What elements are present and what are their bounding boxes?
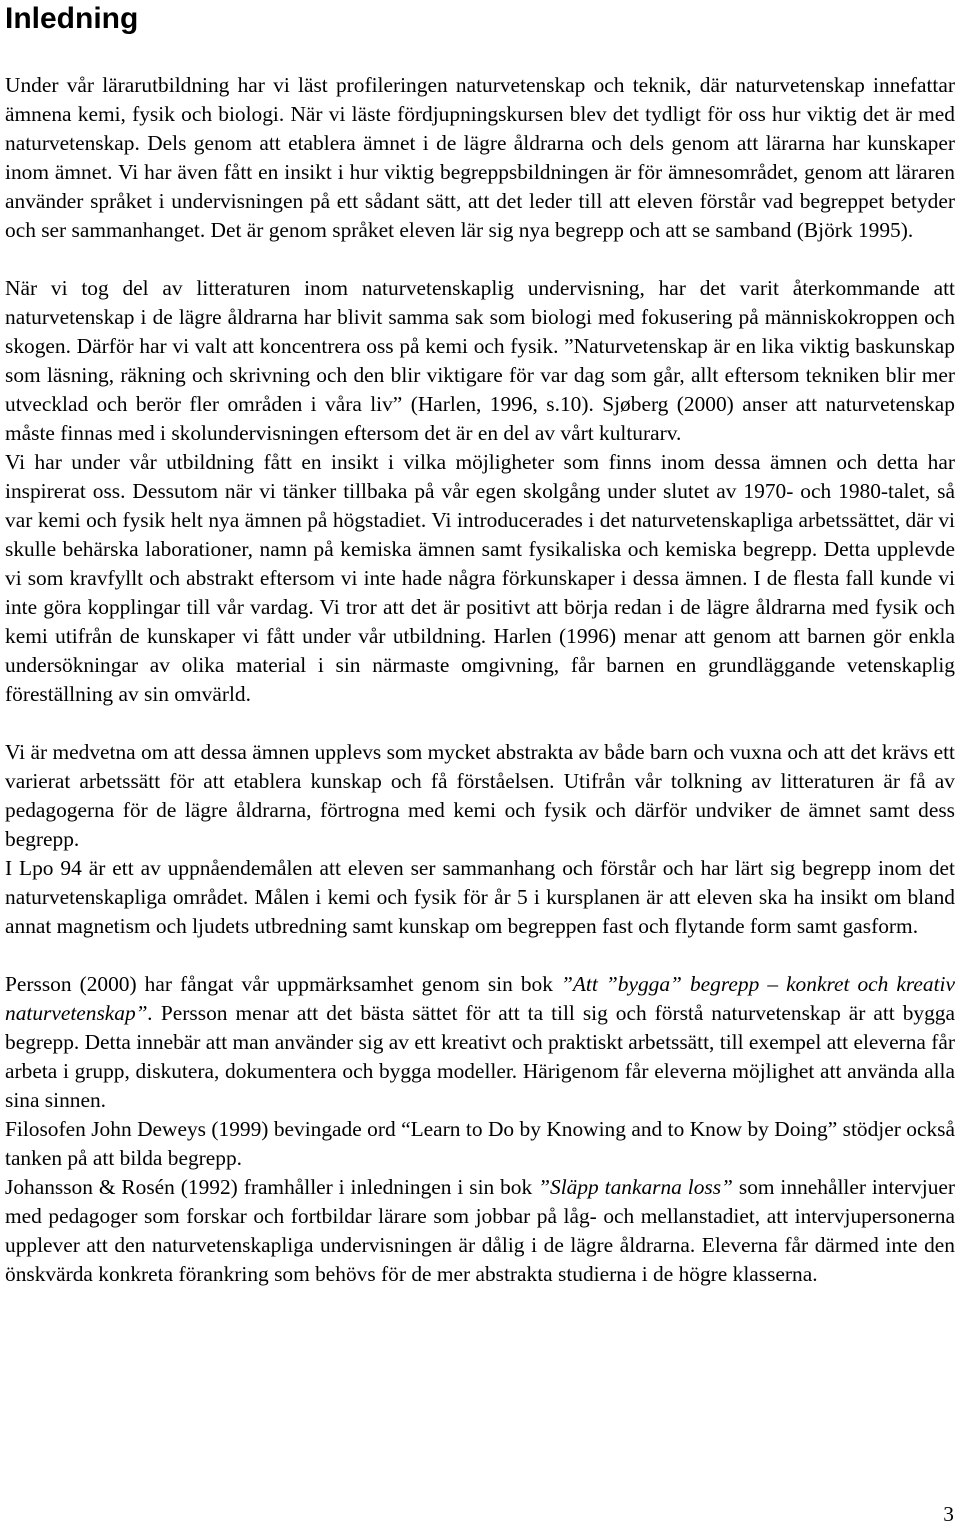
book-title-slapp-tankarna-loss: ”Släpp tankarna loss” [538,1175,733,1199]
book-title-att-bygga-begrepp: ”Att ”bygga” begrepp – konkret och kreativ naturvetenskap”. [5,972,955,1025]
paragraph-6-text-end: Persson menar att det bästa sättet för att ta till sig och förstå naturvetenskap är att bygga begrepp. Detta innebär att man använder sig av ett kreativt och praktiskt arbetssätt, till exempel att eleverna får arbeta i grupp, diskutera, dokumentera och bygga modeller. Härigenom får eleverna möjlighet att använda alla sina sinnen. [5,1001,955,1112]
paragraph-7: Filosofen John Deweys (1999) bevingade ord “Learn to Do by Knowing and to Know by Doing” stödjer också tanken på att bilda begrepp. [5,1117,955,1170]
page-number: 3 [943,1502,954,1526]
paragraph-8-text-start: Johansson & Rosén (1992) framhåller i inledningen i sin bok [5,1175,539,1199]
paragraph-3: Vi har under vår utbildning fått en insikt i vilka möjligheter som finns inom dessa ämnen och detta har inspirerat oss. Dessutom när vi tänker tillbaka på vår egen skolgång under slutet av 1970- och 1980-talet, så var kemi och fysik helt nya ämnen på högstadiet. Vi introducerades i det naturvetenskapliga arbetssättet, där vi skulle behärska laborationer, namn på kemiska ämnen samt fysikaliska och kemiska begrepp. Detta upplevde vi som kravfyllt och abstrakt eftersom vi inte hade några förkunskaper i dessa ämnen. I de flesta fall kunde vi inte göra kopplingar till vår vardag. Vi tror att det är positivt att börja redan i de lägre åldrarna med fysik och kemi utifrån de kunskaper vi fått under vår utbildning. Harlen (1996) menar att genom att barnen gör enkla undersökningar av olika material i sin närmaste omgivning, får barnen en grundläggande vetenskaplig föreställning av sin omvärld. [5,450,955,706]
document-page [5,0,955,1289]
paragraph-1: Under vår lärarutbildning har vi läst profileringen naturvetenskap och teknik, där naturvetenskap innefattar ämnena kemi, fysik och biologi. När vi läste fördjupningskursen blev det tydligt för oss hur viktig det är med naturvetenskap. Dels genom att etablera ämnet i de lägre åldrarna och dels genom att lärarna har kunskaper inom ämnet. Vi har även fått en insikt i hur viktig begreppsbildningen är för ämnesområdet, genom att läraren använder språket i undervisningen på ett sådant sätt, att det leder till att eleven förstår vad begreppet betyder och ser sammanhanget. Det är genom språket eleven lär sig nya begrepp och att se samband (Björk 1995). [5,73,955,242]
section-heading: Inledning [5,2,139,35]
paragraph-8-text-end: som innehåller intervjuer med pedagoger som forskar och fortbildar lärare som jobbar på låg- och mellanstadiet, att intervjupersonerna upplever att den naturvetenskapliga undervisningen är dålig i de lägre åldrarna. Eleverna får därmed inte den önskvärda konkreta förankring som behövs för de mer abstrakta studierna i de högre klasserna. [5,1175,956,1286]
paragraph-6-text-start: Persson (2000) har fångat vår uppmärksamhet genom sin bok [5,972,561,996]
paragraph-8 [5,1173,955,1289]
paragraph-5: I Lpo 94 är ett av uppnåendemålen att eleven ser sammanhang och förstår och har lärt sig begrepp inom det naturvetenskapliga området. Målen i kemi och fysik för år 5 i kursplanen är att eleven ska ha insikt om bland annat magnetism och ljudets utbredning samt kunskap om begreppen fast och flytande form samt gasform. [5,856,955,938]
paragraph-2: När vi tog del av litteraturen inom naturvetenskaplig undervisning, har det varit återkommande att naturvetenskap i de lägre åldrarna har blivit samma sak som biologi med fokusering på människokroppen och skogen. Därför har vi valt att koncentrera oss på kemi och fysik. ”Naturvetenskap är en lika viktig baskunskap som läsning, räkning och skrivning och den blir viktigare för var dag som går, allt eftersom tekniken blir mer utvecklad och berör fler områden i våra liv” (Harlen, 1996, s.10). Sjøberg (2000) anser att naturvetenskap måste finnas med i skolundervisningen eftersom det är en del av vårt kulturarv. [5,276,955,445]
paragraph-6 [5,970,955,1115]
paragraph-4: Vi är medvetna om att dessa ämnen upplevs som mycket abstrakta av både barn och vuxna och att det krävs ett varierat arbetssätt för att etablera kunskap och få förståelsen. Utifrån vår tolkning av litteraturen är få av pedagogerna för de lägre åldrarna, förtrogna med kemi och fysik och därför undviker de ämnet samt dess begrepp. [5,740,955,851]
